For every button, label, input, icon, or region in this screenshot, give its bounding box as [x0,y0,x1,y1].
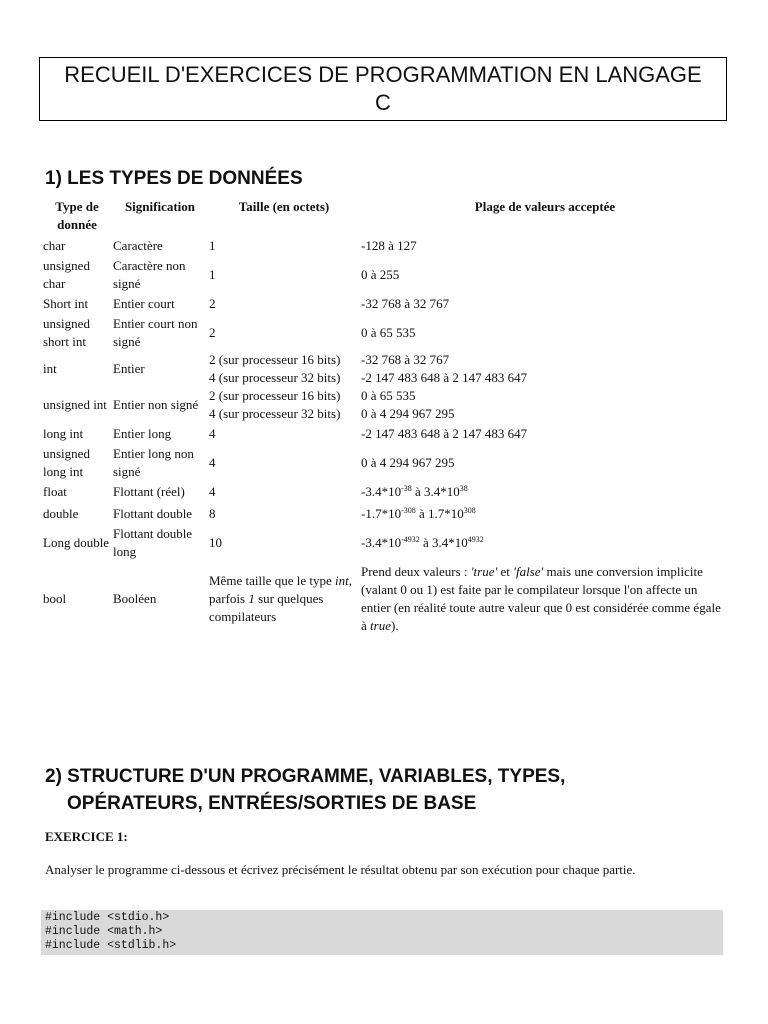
cell-meaning: Caractère non signé [113,258,186,291]
range-line: 0 à 65 535 [361,388,416,403]
cell-type: unsigned long int [43,446,90,479]
cell-type: unsigned int [43,397,107,412]
cell-size: 1 [209,238,216,253]
code-line: #include <stdio.h> [45,911,170,924]
table-row [42,387,730,423]
cell-range: $-3.4*10^{-38}$ à $3.4*10^{38}$ [361,484,468,499]
table-row [42,423,730,445]
exercise-title: EXERCICE 1: [45,829,128,844]
cell-size: 4 [209,426,216,441]
cell-range: $-1.7*10^{-308}$ à $1.7*10^{308}$ [361,506,476,521]
table-row [42,561,730,637]
exercise-instructions: Analyser le programme ci-dessous et écrivez précisément le résultat obtenu par son exécution pour chaque partie. [45,862,636,877]
cell-meaning: Entier long non signé [113,446,194,479]
cell-meaning: Entier non signé [113,397,199,412]
cell-type: unsigned short int [43,316,90,349]
cell-range [360,351,730,387]
cell-meaning: Entier court non signé [113,316,198,349]
cell-range: 0 à 255 [361,267,400,282]
cell-size: 2 [209,296,216,311]
range-line: -2 147 483 648 à 2 147 483 647 [361,370,528,385]
cell-type: int [43,361,57,376]
cell-type: char [43,238,66,253]
cell-meaning: Flottant double [113,506,193,521]
cell-size: 1 [209,267,216,282]
table-row [42,315,730,351]
header-range: Plage de valeurs acceptée [474,199,616,214]
cell-meaning: Flottant double long [113,526,193,559]
document-title: RECUEIL D'EXERCICES DE PROGRAMMATION EN LANGAGE C [39,57,727,121]
cell-meaning: Caractère [113,238,163,253]
cell-size: 4 [209,455,216,470]
header-type: Type de donnée [55,199,99,232]
size-line: 2 (sur processeur 16 bits) [209,388,341,403]
table-row [42,445,730,481]
table-row [42,481,730,503]
cell-range [360,387,730,423]
cell-size [208,351,360,387]
table-row [42,235,730,257]
cell-meaning: Flottant (réel) [113,484,185,499]
cell-type: float [43,484,67,499]
cell-type: long int [43,426,84,441]
cell-meaning: Booléen [113,591,157,606]
cell-meaning: Entier [113,361,145,376]
data-types-table [42,197,730,637]
cell-type: bool [43,591,67,606]
cell-type: Long double [43,535,110,550]
table-header-row [42,197,730,235]
cell-size: 10 [209,535,222,550]
cell-type: unsigned char [43,258,90,291]
cell-range: 0 à 4 294 967 295 [361,455,455,470]
table-row [42,351,730,387]
code-block [41,910,723,955]
size-line: 4 (sur processeur 32 bits) [209,370,341,385]
code-line: #include <stdlib.h> [45,939,177,952]
cell-size: 8 [209,506,216,521]
range-line: -32 768 à 32 767 [361,352,450,367]
header-meaning: Signification [124,199,196,214]
table-row [42,257,730,293]
cell-range: -32 768 à 32 767 [361,296,450,311]
table-row [42,525,730,561]
cell-type: Short int [43,296,89,311]
section-2-heading-line: 2) STRUCTURE D'UN PROGRAMME, VARIABLES, TYPES, [45,766,566,787]
cell-range: $-3.4*10^{-4932}$ à $3.4*10^{4932}$ [361,535,484,550]
size-line: 4 (sur processeur 32 bits) [209,406,341,421]
cell-range: 0 à 65 535 [361,325,416,340]
size-line: 2 (sur processeur 16 bits) [209,352,341,367]
cell-size: 2 [209,325,216,340]
table-row [42,293,730,315]
section-1-heading: 1) LES TYPES DE DONNÉES [45,168,303,189]
table-row [42,503,730,525]
cell-type: double [43,506,79,521]
range-line: 0 à 4 294 967 295 [361,406,455,421]
code-line: #include <math.h> [45,925,163,938]
cell-meaning: Entier court [113,296,175,311]
section-2-heading [45,763,725,817]
cell-range: -128 à 127 [361,238,417,253]
cell-size: 4 [209,484,216,499]
cell-meaning: Entier long [113,426,172,441]
cell-size: Même taille que le type int, parfois 1 sur quelques compilateurs [209,573,352,624]
section-2-heading-line: OPÉRATEURS, ENTRÉES/SORTIES DE BASE [67,793,477,814]
cell-range: -2 147 483 648 à 2 147 483 647 [361,426,528,441]
cell-size [208,387,360,423]
header-size: Taille (en octets) [238,199,330,214]
cell-range: Prend deux valeurs : 'true' et 'false' mais une conversion implicite (valant 0 ou 1) est faite par le compilateur lorsque l'on affecte un entier (en réalité toute autre valeur que 0 est considérée comme égale à true). [361,564,721,633]
